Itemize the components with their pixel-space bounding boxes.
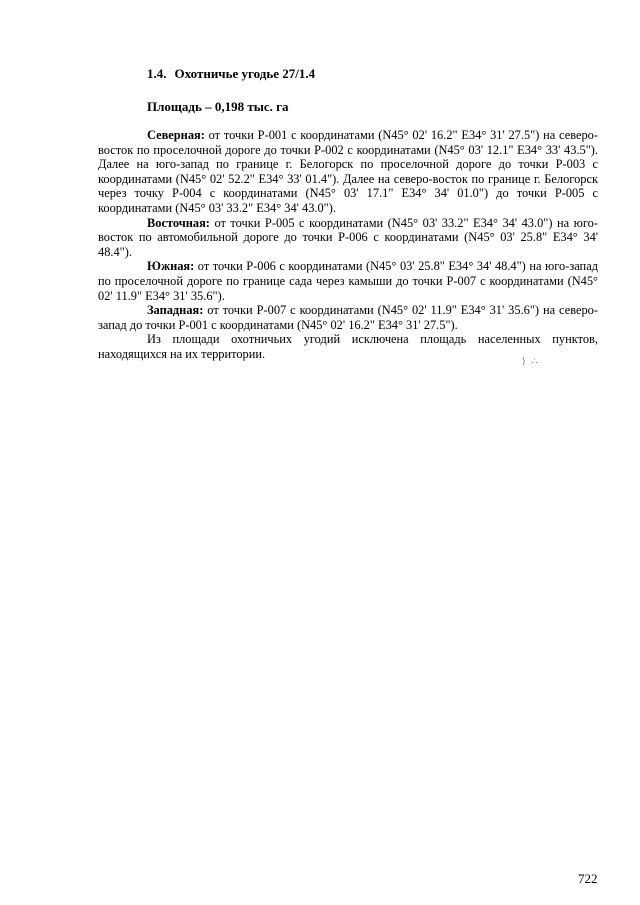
- section-title: Охотничье угодье 27/1.4: [174, 66, 316, 81]
- paragraph-lead: Южная:: [147, 259, 195, 274]
- scan-artifact-mark: ⟩ ∴: [522, 356, 540, 366]
- paragraph-north: [98, 128, 598, 216]
- paragraph-text: от точки Р-006 с координатами (N45° 03' 25.8" Е34° 34' 48.4") на юго-запад по проселочной дороге по границе сада через камыши до точки Р-007 с координатами (N45° 02' 11.9" Е34° 31' 35.6").: [98, 259, 598, 303]
- paragraph-west: [98, 303, 598, 332]
- boundary-description: [98, 128, 598, 362]
- section-number: 1.4.: [147, 66, 167, 81]
- paragraph-lead: Восточная:: [147, 215, 210, 230]
- paragraph-text: от точки Р-001 с координатами (N45° 02' 16.2" Е34° 31' 27.5") на северо-восток по проселочной дороге до точки Р-002 с координатами (N45° 03' 12.1" Е34° 33' 43.5"). Далее на юго-запад по границе г. Белогорск по проселочной дороге до точки Р-003 с координатами (N45° 02' 52.2" Е34° 33' 01.4"). Далее на северо-восток по границе г. Белогорск через точку Р-004 с координатами (N45° 03' 17.1" Е34° 34' 01.0") до точки Р-005 с координатами (N45° 03' 33.2" Е34° 34' 43.0").: [98, 128, 598, 215]
- paragraph-lead: Западная:: [147, 303, 204, 318]
- section-heading: [147, 66, 315, 82]
- paragraph-lead: Северная:: [147, 128, 205, 142]
- paragraph-text: от точки Р-005 с координатами (N45° 03' 33.2" Е34° 34' 43.0") на юго-восток по автомобильной дороге до точки Р-006 с координатами (N45° 03' 25.8" Е34° 34' 48.4").: [98, 215, 598, 259]
- area-statement: Площадь – 0,198 тыс. га: [147, 99, 289, 114]
- paragraph-east: [98, 216, 598, 260]
- paragraph-text: Из площади охотничьих угодий исключена площадь населенных пунктов, находящихся на их территории.: [98, 332, 598, 361]
- paragraph-south: [98, 259, 598, 303]
- paragraph-text: от точки Р-007 с координатами (N45° 02' 11.9" Е34° 31' 35.6") на северо-запад до точки Р-001 с координатами (N45° 02' 16.2" Е34° 31' 27.5").: [98, 303, 598, 332]
- page-number: 722: [578, 871, 598, 886]
